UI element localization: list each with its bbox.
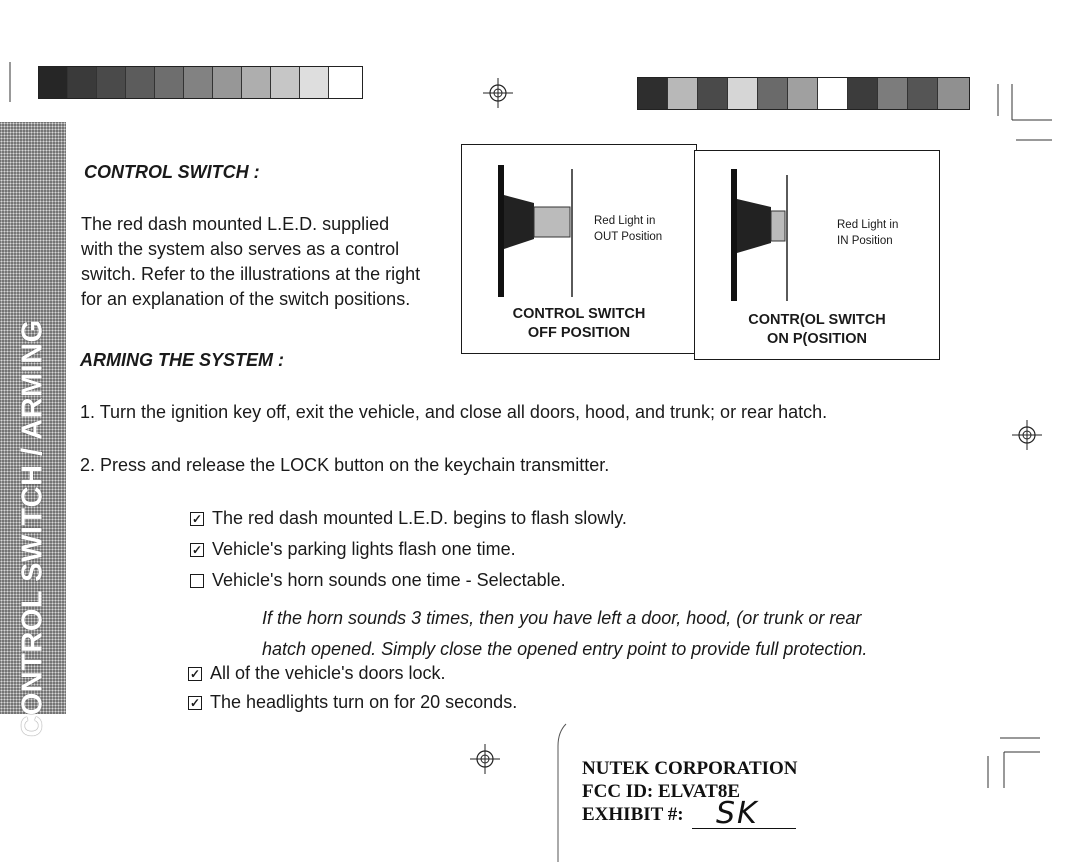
switch-on-caption: CONTR(OL SWITCH ON P(OSITION: [748, 312, 886, 347]
switch-out-label: Red Light in OUT Position: [594, 215, 663, 243]
switch-off-caption: CONTROL SWITCH OFF POSITION: [512, 306, 646, 341]
crosshair-icon: [1012, 420, 1042, 450]
side-tab: [0, 122, 66, 816]
switch-in-illustration: [725, 167, 815, 307]
page-number: 3: [17, 800, 48, 816]
crosshair-icon: [470, 744, 500, 774]
switch-illustration-left-panel: [461, 144, 697, 354]
result-item: [190, 508, 627, 529]
registration-strip-left: [38, 66, 363, 99]
switch-in-label: Red Light in IN Position: [837, 219, 899, 247]
switch-illustration-right-panel: [694, 150, 940, 360]
result-item: [188, 692, 517, 713]
checkbox-checked-icon: ✓: [189, 666, 201, 681]
switch-out-illustration: [492, 163, 582, 303]
paragraph-line: switch. Refer to the illustrations at the right: [81, 264, 421, 284]
control-switch-heading: CONTROL SWITCH :: [84, 162, 260, 182]
crosshair-icon: [483, 78, 513, 108]
result-text: Vehicle's horn sounds one time - Selectable.: [212, 570, 566, 590]
crop-mark-top-right: [990, 80, 1060, 150]
arming-step: 1. Turn the ignition key off, exit the vehicle, and close all doors, hood, and trunk; or rear hatch.: [80, 402, 828, 422]
arming-step: 2. Press and release the LOCK button on the keychain transmitter.: [80, 455, 610, 475]
paragraph-line: for an explanation of the switch positions.: [81, 289, 411, 309]
fcc-exhibit-label: EXHIBIT #:: [582, 804, 684, 825]
result-text: The red dash mounted L.E.D. begins to flash slowly.: [212, 508, 627, 528]
horn-note-line: hatch opened. Simply close the opened entry point to provide full protection.: [262, 639, 868, 659]
crop-mark-bottom-right: [980, 730, 1050, 800]
result-item: [188, 663, 446, 684]
paragraph-line: with the system also serves as a control: [81, 239, 400, 259]
arming-heading: ARMING THE SYSTEM :: [80, 350, 285, 370]
registration-strip-right: [637, 77, 970, 110]
result-item: [190, 539, 516, 560]
result-text: Vehicle's parking lights flash one time.: [212, 539, 516, 559]
side-tab-title: CONTROL SWITCH / ARMING: [16, 319, 49, 737]
result-text: All of the vehicle's doors lock.: [210, 663, 446, 683]
stamp-bracket: [552, 722, 572, 864]
fcc-id: FCC ID: ELVAT8E: [582, 781, 741, 802]
horn-note-line: If the horn sounds 3 times, then you have left a door, hood, (or trunk or rear: [262, 608, 862, 628]
exhibit-handwritten-value: SK: [716, 796, 759, 831]
result-item: [190, 570, 566, 591]
checkbox-checked-icon: ✓: [189, 695, 201, 710]
crop-mark-top-left: [0, 60, 20, 105]
fcc-company: NUTEK CORPORATION: [582, 758, 798, 779]
checkbox-checked-icon: ✓: [191, 542, 203, 557]
checkbox-checked-icon: ✓: [191, 511, 203, 526]
checkbox-empty-icon: [190, 574, 204, 588]
paragraph-line: The red dash mounted L.E.D. supplied: [81, 214, 390, 234]
control-switch-paragraph: [81, 212, 461, 312]
result-text: The headlights turn on for 20 seconds.: [210, 692, 518, 712]
